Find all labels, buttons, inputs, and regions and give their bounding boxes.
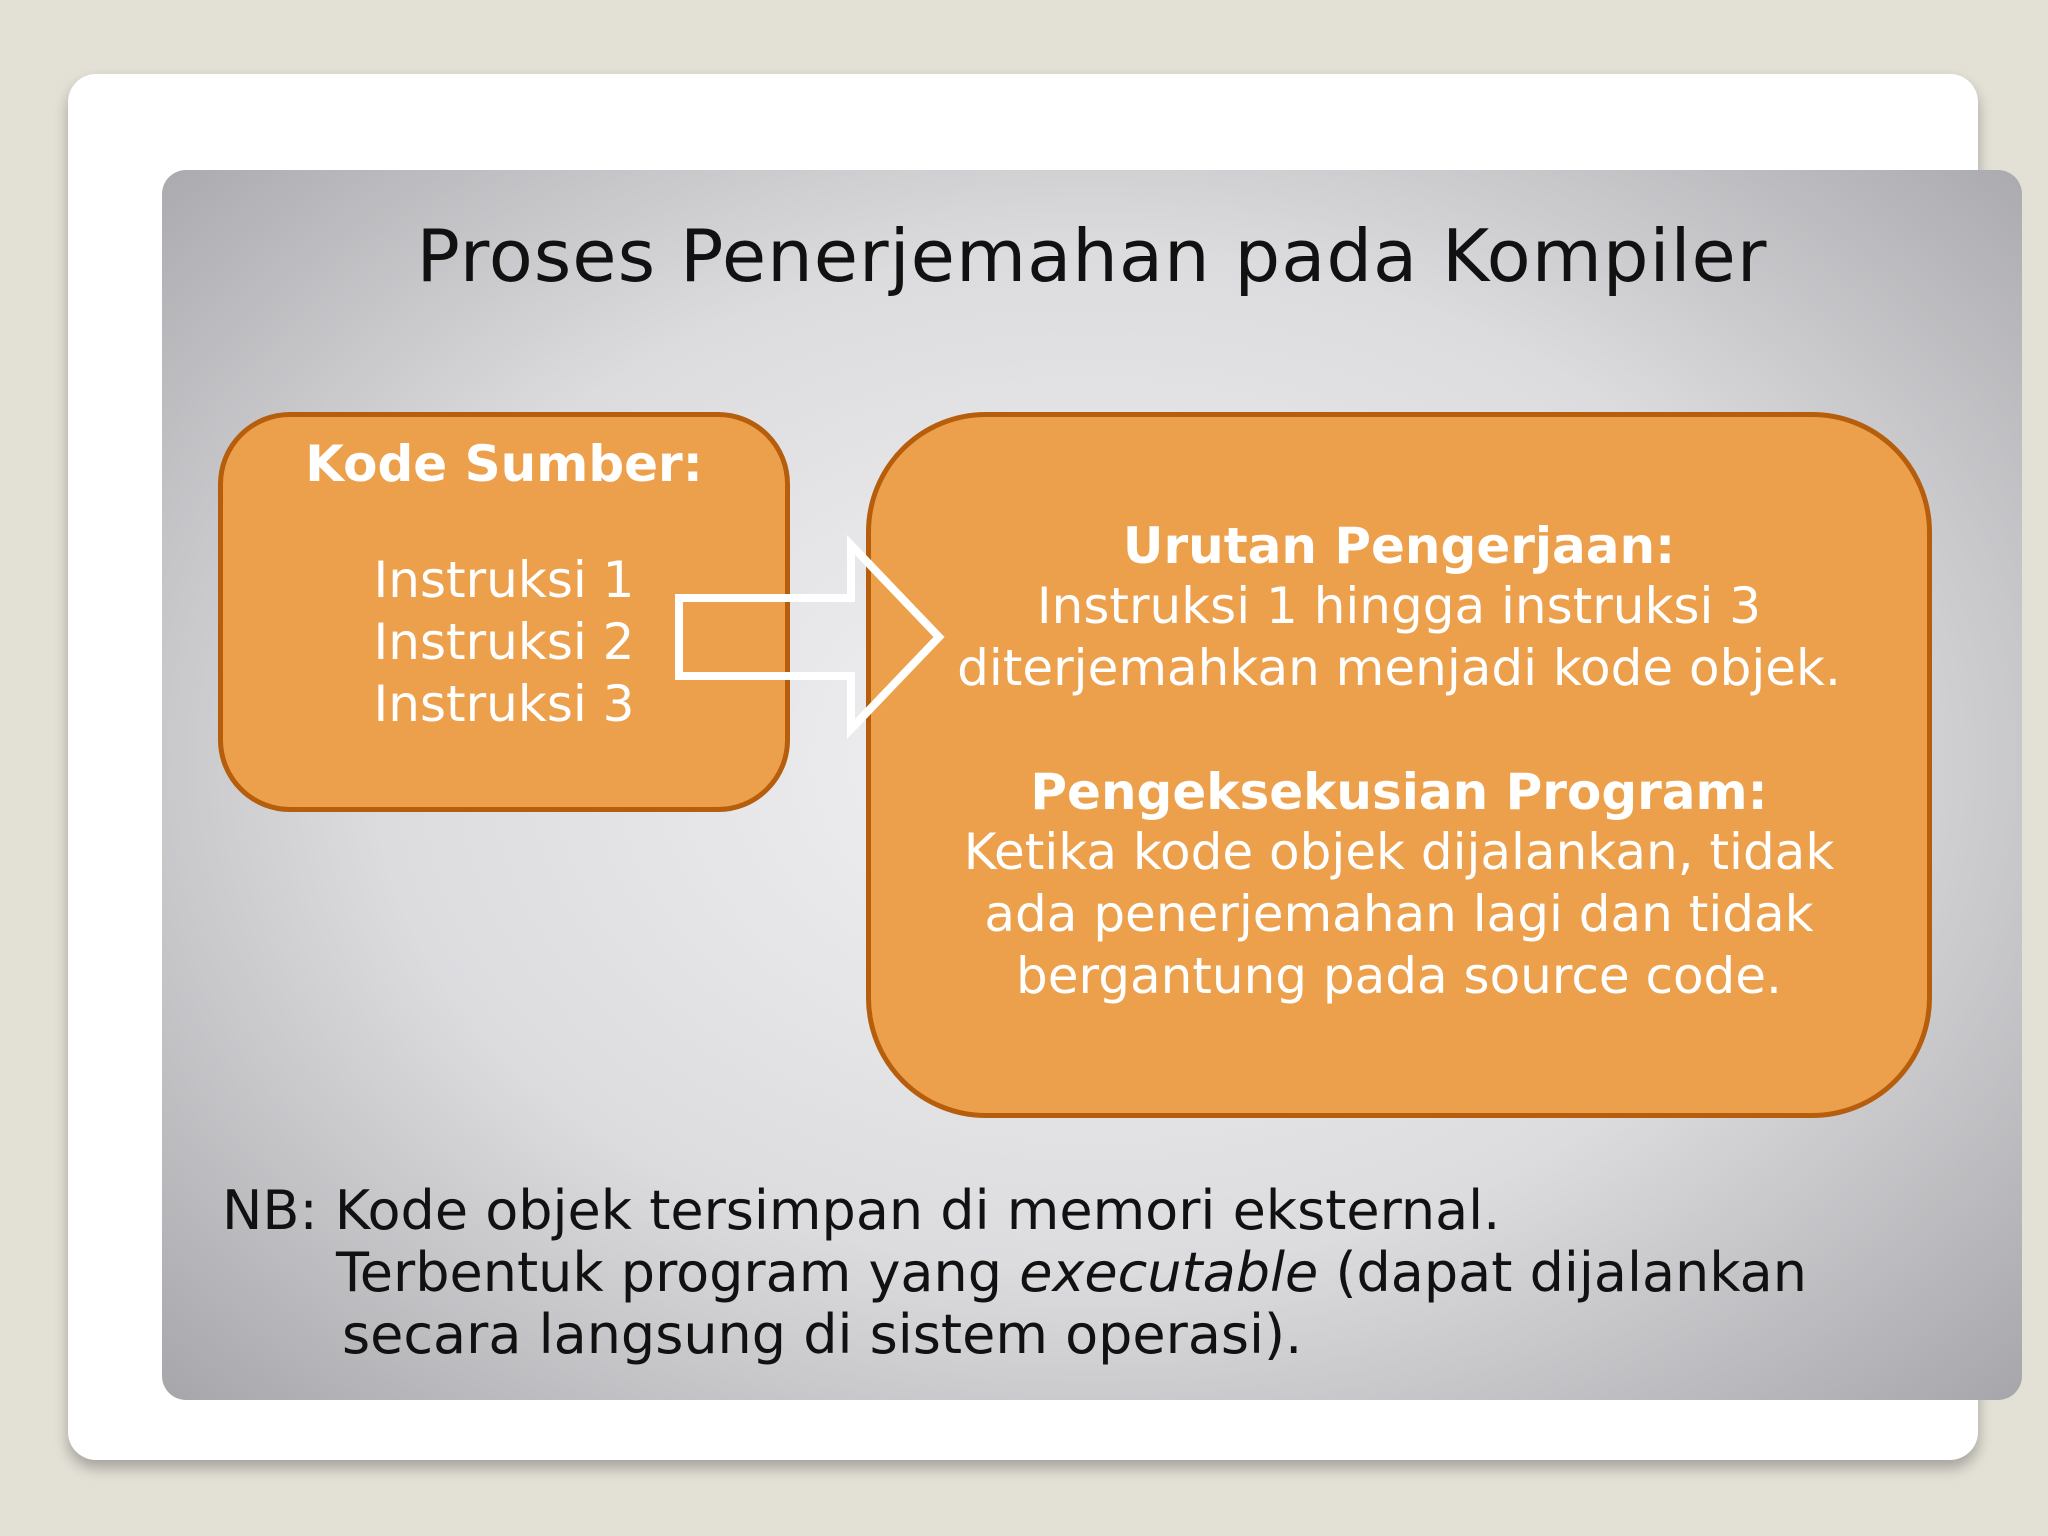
source-code-heading: Kode Sumber: xyxy=(305,435,703,493)
program-execution-line: Ketika kode objek dijalankan, tidak xyxy=(963,823,1835,881)
note-line: NB: Kode objek tersimpan di memori eksternal. xyxy=(222,1179,1501,1242)
program-execution-line: bergantung pada source code. xyxy=(1016,947,1782,1005)
note-block xyxy=(222,1180,1982,1366)
instruction-item: Instruksi 3 xyxy=(373,675,635,733)
slide-card xyxy=(68,74,1978,1460)
instruction-item: Instruksi 1 xyxy=(373,551,635,609)
note-emphasis: executable xyxy=(1019,1241,1319,1304)
note-text: Terbentuk program yang xyxy=(336,1241,1020,1304)
slide-panel xyxy=(162,170,2022,1400)
instruction-item: Instruksi 2 xyxy=(373,613,635,671)
slide-title: Proses Penerjemahan pada Kompiler xyxy=(416,214,1768,298)
execution-order-line: Instruksi 1 hingga instruksi 3 xyxy=(1036,577,1762,635)
note-line: secara langsung di sistem operasi). xyxy=(342,1303,1303,1366)
program-execution-heading: Pengeksekusian Program: xyxy=(1030,763,1768,821)
program-execution-line: ada penerjemahan lagi dan tidak xyxy=(984,885,1814,943)
execution-order-heading: Urutan Pengerjaan: xyxy=(1122,517,1676,575)
note-line xyxy=(222,1242,1982,1304)
execution-order-line: diterjemahkan menjadi kode objek. xyxy=(957,639,1841,697)
note-text: (dapat dijalankan xyxy=(1318,1241,1807,1304)
